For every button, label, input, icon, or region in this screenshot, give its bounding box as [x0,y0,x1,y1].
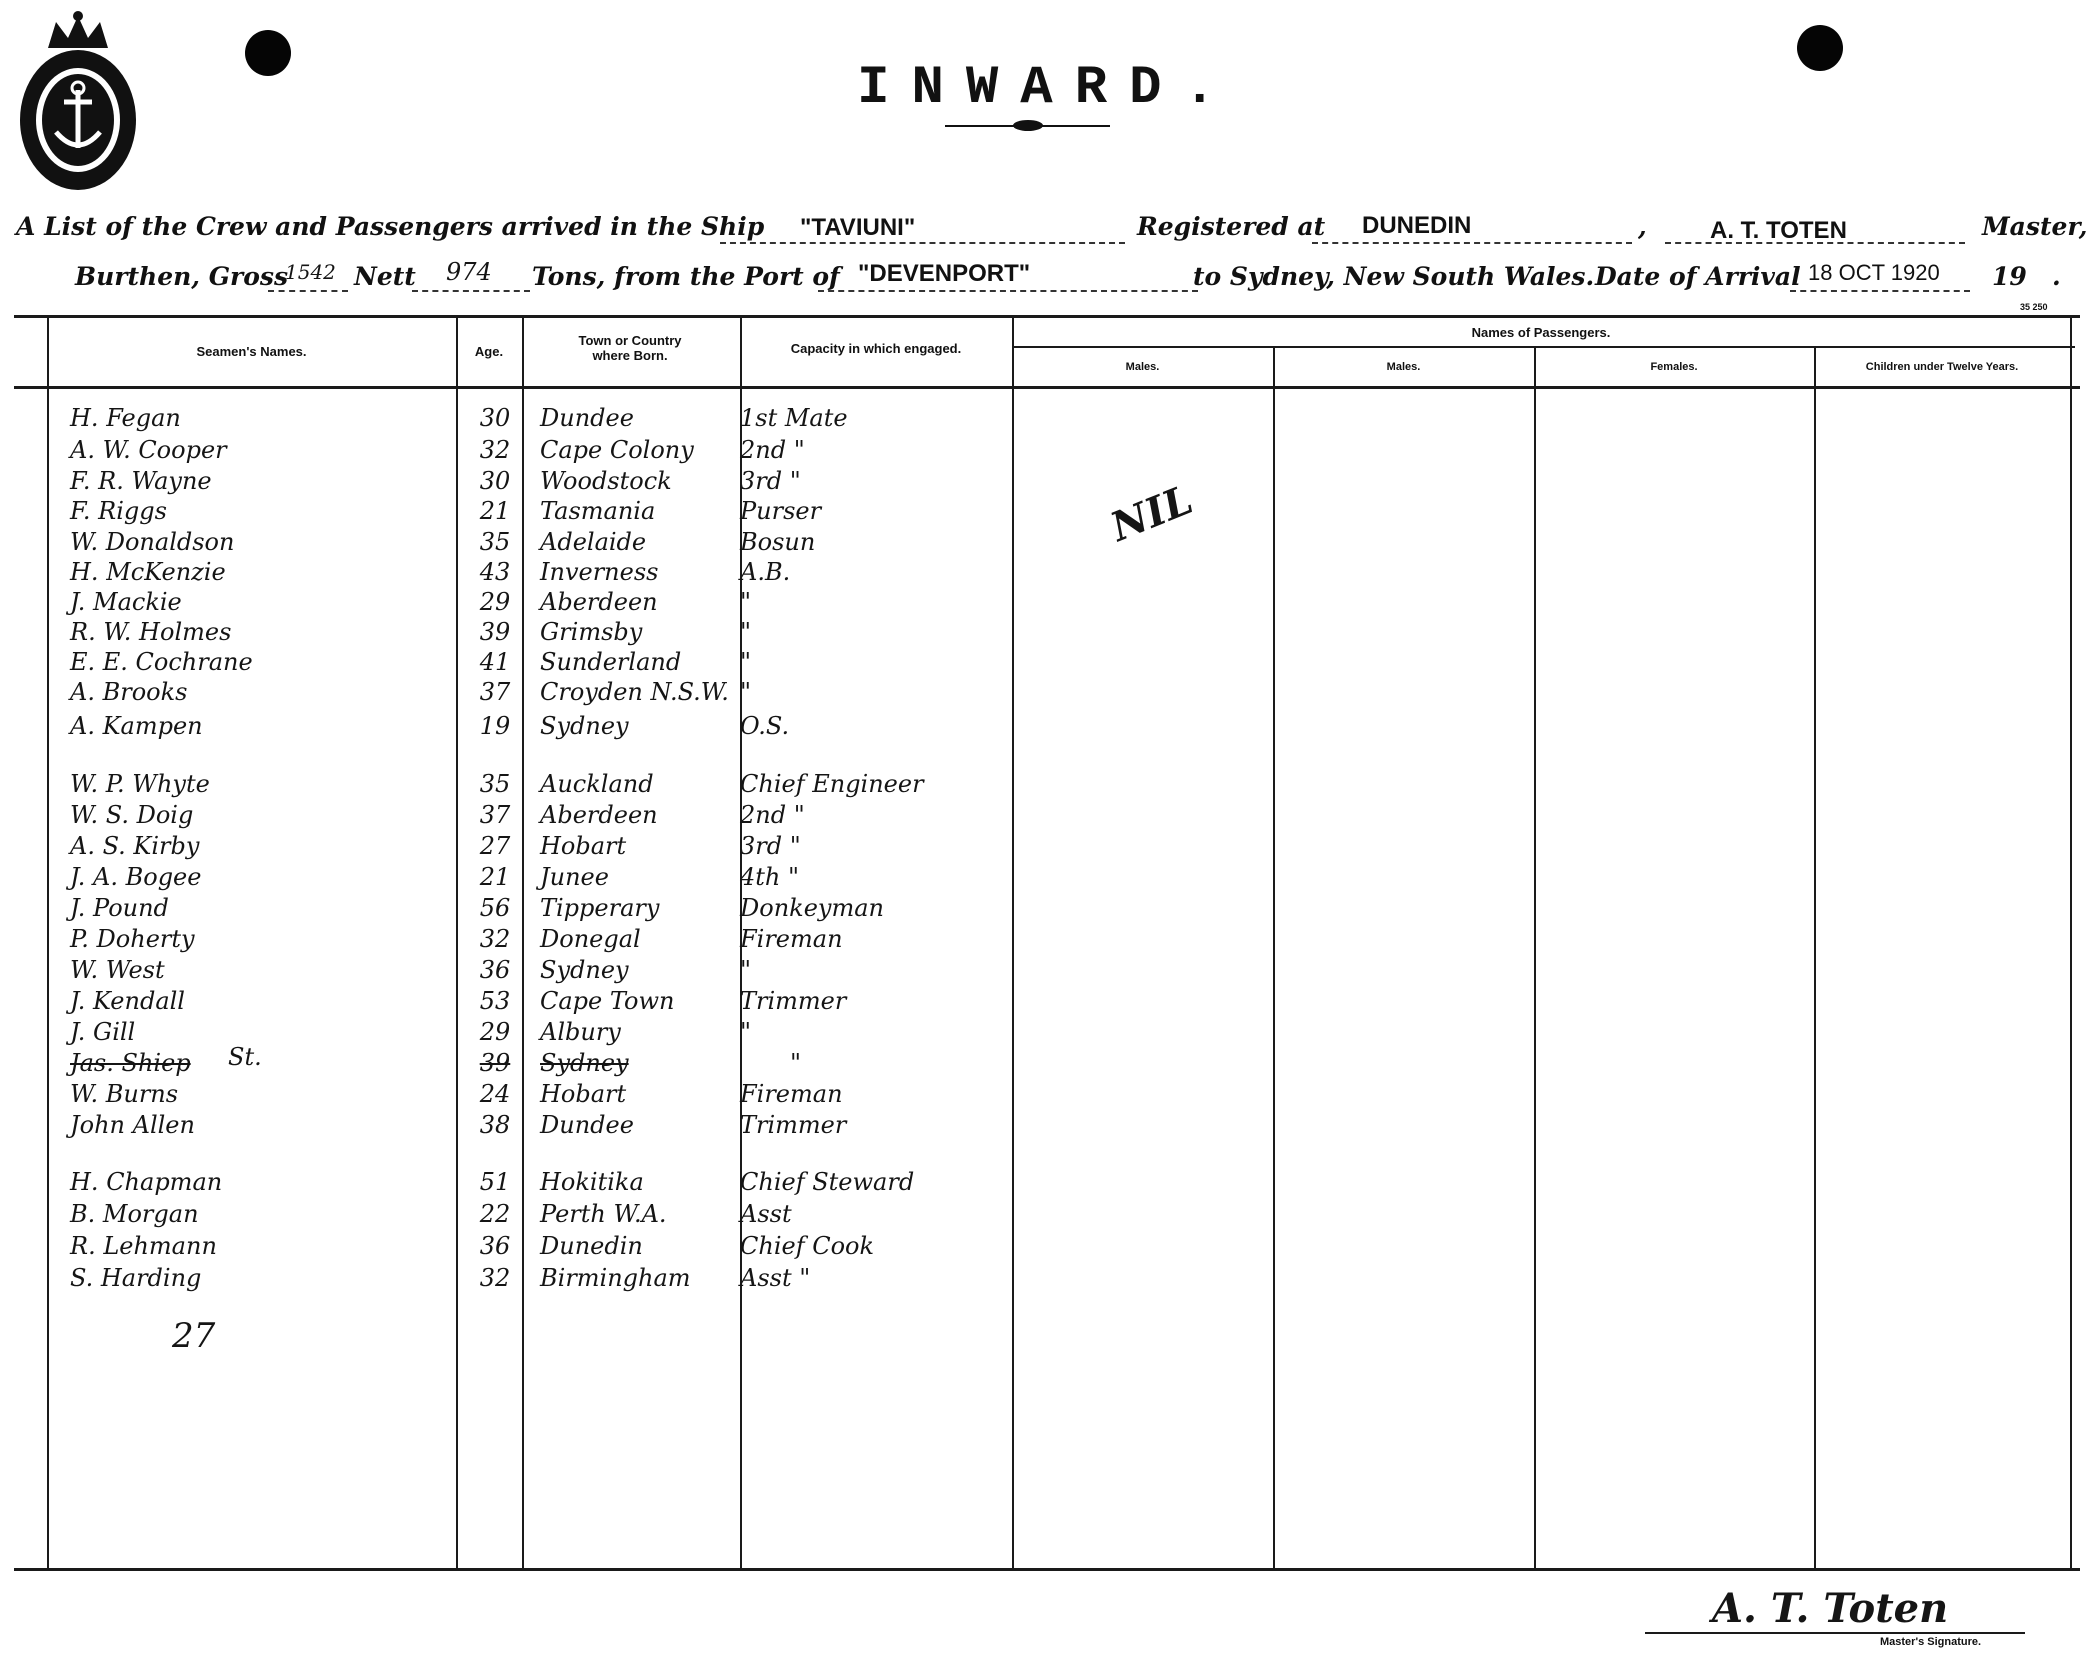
seaman-age: 41 [479,648,511,676]
crew-total: 27 [172,1316,216,1356]
seaman-name: A. Kampen [70,712,203,740]
seaman-capacity: 3rd " [740,467,801,495]
seaman-name: B. Morgan [70,1200,199,1228]
seaman-age: 30 [479,467,511,495]
signature-label: Master's Signature. [1880,1636,1982,1648]
column-divider-left [47,318,49,1568]
seaman-birthplace: Inverness [540,558,659,586]
seaman-birthplace: Birmingham [540,1264,691,1292]
document-title: INWARD. [857,58,1238,119]
seaman-age: 53 [479,987,511,1015]
header-children: Children under Twelve Years. [1865,361,2019,373]
seaman-capacity: Fireman [740,925,843,953]
comma-separator: , [1638,212,1647,241]
seaman-birthplace: Donegal [540,925,641,953]
passengers-subheader-rule [1013,346,2075,348]
seaman-name: S. Harding [70,1264,202,1292]
seaman-capacity: " [740,678,752,706]
seaman-capacity: 1st Mate [740,404,848,432]
column-divider-females-children [1814,348,1816,1568]
column-divider-males-males [1273,348,1275,1568]
master-name: A. T. TOTEN [1710,217,1847,244]
list-caption: A List of the Crew and Passengers arrived in the Ship [16,212,765,241]
seaman-name: F. R. Wayne [70,467,212,495]
seaman-capacity: " [740,618,752,646]
seaman-capacity: 2nd " [740,801,805,829]
seaman-name: W. Burns [70,1080,179,1108]
master-label: Master, [1982,212,2088,241]
seaman-name: J. Kendall [70,987,185,1015]
seaman-birthplace: Woodstock [540,467,672,495]
seaman-birthplace: Grimsby [540,618,643,646]
table-bottom-border [14,1568,2080,1571]
seaman-name: J. A. Bogee [70,863,202,891]
from-port-line [818,290,1198,292]
gross-tons-line [268,290,348,292]
header-town: Town or Country where Born. [578,333,682,363]
seaman-birthplace: Croyden N.S.W. [540,678,729,706]
seaman-age: 27 [479,832,511,860]
seaman-name: F. Riggs [70,497,167,525]
seaman-birthplace: Perth W.A. [540,1200,667,1228]
from-port: "DEVENPORT" [858,260,1031,287]
seaman-name: J. Gill [70,1018,136,1046]
seaman-name: E. E. Cochrane [70,648,253,676]
seaman-age: 30 [479,404,511,432]
seaman-name: J. Pound [70,894,169,922]
seaman-capacity: " [740,956,752,984]
seaman-capacity: A.B. [740,558,791,586]
form-number: 35 250 [2020,302,2048,312]
seaman-age: 37 [479,801,511,829]
seaman-birthplace: Tasmania [540,497,656,525]
seaman-birthplace: Hobart [540,832,627,860]
seaman-capacity: Fireman [740,1080,843,1108]
seaman-age: 21 [479,863,511,891]
seaman-age: 19 [479,712,511,740]
seaman-name: W. Donaldson [70,528,235,556]
header-age: Age. [474,344,504,359]
seaman-capacity: Asst " [740,1264,811,1292]
table-header-bottom-border [14,386,2080,389]
seaman-capacity: " [790,1049,802,1077]
tons-from-label: Tons, from the Port of [532,262,840,291]
period: . [2052,262,2061,291]
seaman-birthplace: Albury [540,1018,621,1046]
seaman-age: 39 [479,618,511,646]
seaman-capacity: Trimmer [740,1111,847,1139]
nett-tons: 974 [446,258,492,286]
seaman-name: J. Mackie [70,588,182,616]
title-ornament-dot [1013,120,1043,131]
seaman-name: A. Brooks [70,678,188,706]
seaman-capacity: Bosun [740,528,816,556]
burthen-label: Burthen, Gross [75,262,289,291]
seaman-age: 37 [479,678,511,706]
seaman-birthplace: Dunedin [540,1232,643,1260]
seaman-birthplace: Sydney [540,956,629,984]
seaman-capacity: 3rd " [740,832,801,860]
header-seamens-names: Seamen's Names. [196,344,307,359]
seaman-name: A. S. Kirby [70,832,200,860]
signature-rule [1645,1632,2025,1634]
registered-label: Registered at [1137,212,1326,241]
seaman-birthplace: Hokitika [540,1168,644,1196]
nett-tons-line [412,290,530,292]
seaman-birthplace: Dundee [540,404,634,432]
seaman-capacity: Chief Engineer [740,770,924,798]
arrival-date: 18 OCT 1920 [1808,260,1940,285]
seaman-birthplace: Sydney [540,712,629,740]
column-divider-right [2070,318,2072,1568]
seaman-name: Jas. Shiep [70,1049,191,1077]
seaman-name: W. P. Whyte [70,770,210,798]
seaman-age: 56 [479,894,511,922]
seaman-capacity: Trimmer [740,987,847,1015]
seaman-birthplace: Aberdeen [540,588,658,616]
seaman-name: H. McKenzie [70,558,226,586]
header-males-1: Males. [1125,361,1160,373]
seaman-name: John Allen [70,1111,195,1139]
nett-label: Nett [354,262,416,291]
seaman-note: St. [228,1043,262,1071]
master-signature: A. T. Toten [1712,1585,1949,1632]
arrival-label: Date of Arrival [1595,262,1801,291]
seaman-age: 36 [479,956,511,984]
header-names-of-passengers: Names of Passengers. [1471,325,1611,340]
seaman-name: W. S. Doig [70,801,194,829]
seaman-birthplace: Sunderland [540,648,682,676]
seaman-name: H. Chapman [70,1168,223,1196]
seaman-capacity: " [740,1018,752,1046]
seaman-age: 35 [479,528,511,556]
seaman-capacity: Donkeyman [740,894,884,922]
seaman-age: 21 [479,497,511,525]
seaman-capacity: Purser [740,497,822,525]
header-capacity: Capacity in which engaged. [790,341,962,356]
seaman-age: 35 [479,770,511,798]
header-males-2: Males. [1386,361,1421,373]
seaman-name: R. Lehmann [70,1232,217,1260]
seaman-age: 32 [479,436,511,464]
gross-tons: 1542 [285,260,336,284]
seaman-capacity: " [740,648,752,676]
seaman-age: 51 [479,1168,511,1196]
seaman-age: 39 [479,1049,511,1077]
column-divider-males-females [1534,348,1536,1568]
seaman-capacity: Asst [740,1200,792,1228]
ship-name-line [720,242,1125,244]
seaman-age: 32 [479,1264,511,1292]
seaman-age: 29 [479,1018,511,1046]
seaman-capacity: Chief Steward [740,1168,915,1196]
table-top-border [14,315,2080,318]
seaman-name: H. Fegan [70,404,181,432]
seaman-capacity: Chief Cook [740,1232,875,1260]
seaman-capacity: 4th " [740,863,800,891]
year-prefix: 19 [1992,262,2027,291]
seaman-name: W. West [70,956,165,984]
seaman-birthplace: Cape Colony [540,436,694,464]
seaman-name: A. W. Cooper [70,436,227,464]
seaman-name: R. W. Holmes [70,618,232,646]
seaman-name: P. Doherty [70,925,195,953]
seaman-birthplace: Sydney [540,1049,629,1077]
passengers-nil-mark: NIL [1104,476,1200,551]
seaman-birthplace: Hobart [540,1080,627,1108]
seaman-age: 32 [479,925,511,953]
seaman-capacity: O.S. [740,712,790,740]
seaman-age: 24 [479,1080,511,1108]
seaman-birthplace: Adelaide [540,528,647,556]
seaman-birthplace: Cape Town [540,987,675,1015]
registered-port-line [1312,242,1632,244]
registered-port: DUNEDIN [1362,212,1472,239]
seaman-birthplace: Auckland [540,770,654,798]
seaman-birthplace: Aberdeen [540,801,658,829]
column-divider-age-town [522,318,524,1568]
destination: to Sydney, New South Wales. [1193,262,1595,291]
seaman-capacity: 2nd " [740,436,805,464]
seaman-age: 43 [479,558,511,586]
seaman-age: 36 [479,1232,511,1260]
header-females: Females. [1650,361,1698,373]
seaman-birthplace: Dundee [540,1111,634,1139]
seaman-capacity: " [740,588,752,616]
ship-name: "TAVIUNI" [800,214,916,241]
seaman-age: 29 [479,588,511,616]
seaman-age: 38 [479,1111,511,1139]
seaman-age: 22 [479,1200,511,1228]
seaman-birthplace: Junee [540,863,609,891]
arrival-date-line [1790,290,1970,292]
seaman-birthplace: Tipperary [540,894,660,922]
